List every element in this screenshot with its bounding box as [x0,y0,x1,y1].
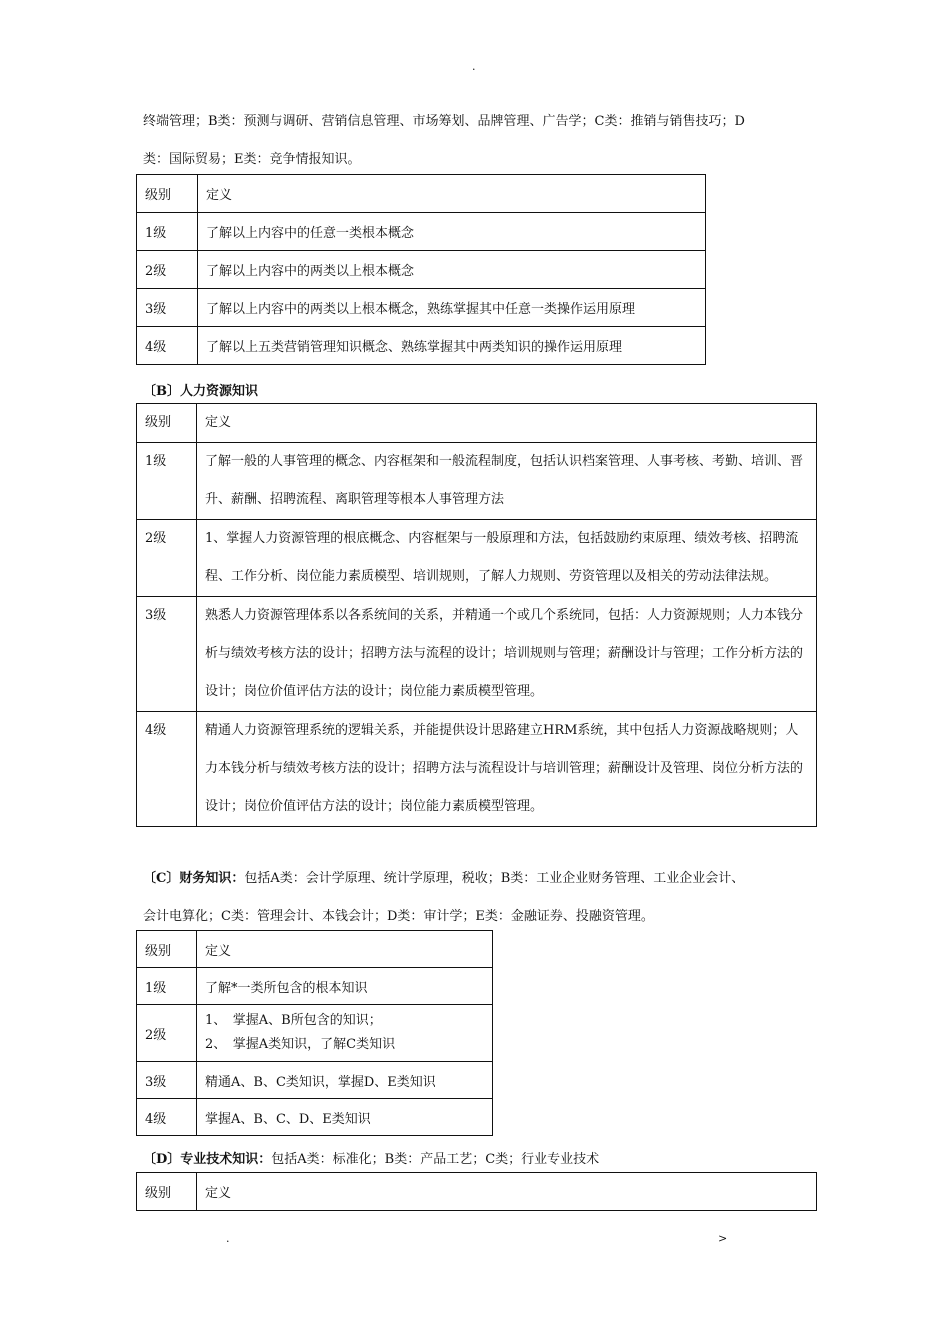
definition-cell: 了解一般的人事管理的概念、内容框架和一般流程制度，包括认识档案管理、人事考核、考勤、培训、晋升、薪酬、招聘流程、离职管理等根本人事管理方法 [197,443,817,520]
level-cell: 1级 [137,443,197,520]
section-c-heading: 〔C〕财务知识： [143,871,245,886]
table-row [137,213,706,251]
definition-line: 2、 掌握A类知识，了解C类知识 [205,1037,396,1052]
section-d-heading-line [143,1148,599,1167]
definition-cell: 熟悉人力资源管理体系以各系统间的关系，并精通一个或几个系统同，包括：人力资源规则；人力本钱分析与绩效考核方法的设计；招聘方法与流程的设计；培训规则与管理；薪酬设计与管理；工作分析方法的设计；岗位价值评估方法的设计；岗位能力素质模型管理。 [197,597,817,712]
definition-cell: 了解*一类所包含的根本知识 [197,968,493,1005]
header-cell-definition: 定义 [198,175,706,213]
definition-cell: 了解以上内容中的两类以上根本概念，熟练掌握其中任意一类操作运用原理 [198,289,706,327]
definition-cell: 了解以上五类营销管理知识概念、熟练掌握其中两类知识的操作运用原理 [198,327,706,365]
level-cell: 1级 [137,213,198,251]
level-cell: 3级 [137,289,198,327]
definition-cell: 精通人力资源管理系统的逻辑关系，并能提供设计思路建立HRM系统，其中包括人力资源战略规则；人力本钱分析与绩效考核方法的设计；招聘方法与流程设计与培训管理；薪酬设计及管理、岗位分析方法的设计；岗位价值评估方法的设计；岗位能力素质模型管理。 [197,712,817,827]
intro-line-1: 终端管理；B类：预测与调研、营销信息管理、市场筹划、品牌管理、广告学；C类：推销与销售技巧；D [143,114,745,129]
header-cell-definition: 定义 [197,1173,817,1211]
table-row [137,712,817,827]
finance-knowledge-table [136,930,493,1136]
level-cell: 2级 [137,520,197,597]
definition-cell [197,1005,493,1062]
marketing-knowledge-table [136,174,706,365]
section-d-text: 包括A类：标准化；B类：产品工艺；C类；行业专业技术 [271,1152,600,1167]
table-row [137,1099,493,1136]
table-row [137,289,706,327]
table-row [137,597,817,712]
header-cell-level: 级别 [137,404,197,443]
section-d-heading: 〔D〕专业技术知识： [143,1152,272,1167]
section-c-text-1: 包括A类：会计学原理、统计学原理，税收；B类：工业企业财务管理、工业企业会计、 [244,871,745,886]
level-cell: 4级 [137,1099,197,1136]
header-mark: . [472,60,476,73]
level-cell: 2级 [137,251,198,289]
header-cell-definition: 定义 [197,404,817,443]
table-row [137,251,706,289]
level-cell: 4级 [137,712,197,827]
header-cell-level: 级别 [137,175,198,213]
table-header-row [137,931,493,968]
intro-paragraph [143,103,823,179]
level-cell: 3级 [137,597,197,712]
table-row [137,327,706,365]
hr-knowledge-table [136,403,817,827]
header-cell-definition: 定义 [197,931,493,968]
section-b-heading: 〔B〕人力资源知识 [143,384,258,399]
table-header-row [137,404,817,443]
definition-line: 1、 掌握A、B所包含的知识； [205,1013,382,1028]
table-row [137,1062,493,1099]
definition-cell: 了解以上内容中的任意一类根本概念 [198,213,706,251]
table-header-row [137,1173,817,1211]
definition-cell: 掌握A、B、C、D、E类知识 [197,1099,493,1136]
header-cell-level: 级别 [137,931,197,968]
definition-cell: 精通A、B、C类知识，掌握D、E类知识 [197,1062,493,1099]
level-cell: 2级 [137,1005,197,1062]
header-cell-level: 级别 [137,1173,197,1211]
table-header-row [137,175,706,213]
definition-cell: 了解以上内容中的两类以上根本概念 [198,251,706,289]
footer-mark: . [226,1232,230,1245]
section-c-line-2: 会计电算化；C类：管理会计、本钱会计；D类：审计学；E类：金融证券、投融资管理。 [143,909,654,924]
level-cell: 4级 [137,327,198,365]
level-cell: 1级 [137,968,197,1005]
footer-arrow: > [718,1232,728,1245]
table-row [137,1005,493,1062]
technical-knowledge-table [136,1172,817,1211]
intro-line-2: 类：国际贸易；E类：竞争情报知识。 [143,152,361,167]
definition-cell: 1、掌握人力资源管理的根底概念、内容框架与一般原理和方法，包括鼓励约束原理、绩效考核、招聘流程、工作分析、岗位能力素质模型、培训规则，了解人力规则、劳资管理以及相关的劳动法律法规。 [197,520,817,597]
table-row [137,443,817,520]
level-cell: 3级 [137,1062,197,1099]
table-row [137,968,493,1005]
section-c-paragraph [143,860,823,936]
section-c-line-1 [143,860,823,898]
table-row [137,520,817,597]
